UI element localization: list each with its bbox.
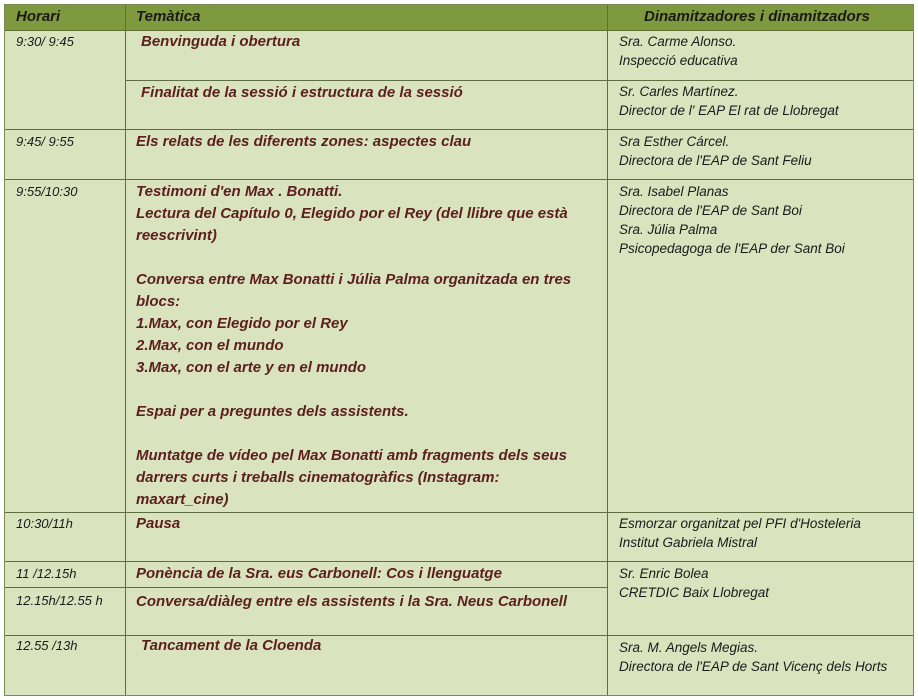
dinamitzador-role: Inspecció educativa <box>619 53 738 68</box>
dinamitzador-name: Esmorzar organitzat pel PFI d'Hosteleria <box>619 516 861 531</box>
theme-line: darrers curts i treballs cinematogràfics (Instagram: <box>136 469 500 486</box>
schedule-table <box>4 4 914 696</box>
dinamitzador-role: Directora de l'EAP de Sant Vicenç dels Horts <box>619 659 888 674</box>
header-tematica: Temàtica <box>136 8 201 25</box>
theme-line: 1.Max, con Elegido por el Rey <box>136 315 348 332</box>
dinamitzador-name: Sra Esther Cárcel. <box>619 134 730 149</box>
theme-cell: Pausa <box>136 515 181 532</box>
table-header <box>5 5 913 31</box>
time-cell: 9:55/10:30 <box>16 184 78 199</box>
theme-line: Muntatge de vídeo pel Max Bonatti amb fragments dels seus <box>136 447 567 464</box>
theme-line: reescrivint) <box>136 227 217 244</box>
theme-cell: Finalitat de la sessió i estructura de la sessió <box>141 84 463 101</box>
dinamitzador-role: Directora de l'EAP de Sant Feliu <box>619 153 812 168</box>
dinamitzador-name: Sra. Carme Alonso. <box>619 34 737 49</box>
theme-line: Espai per a preguntes dels assistents. <box>136 403 409 420</box>
theme-line: Conversa entre Max Bonatti i Júlia Palma organitzada en tres <box>136 271 572 288</box>
time-cell: 11 /12.15h <box>16 566 77 581</box>
dinamitzador-name: Sra. Isabel Planas <box>619 184 729 199</box>
dinamitzador-role: Director de l' EAP El rat de Llobregat <box>619 103 839 118</box>
row-divider <box>5 129 913 130</box>
theme-line: 3.Max, con el arte y en el mundo <box>136 359 367 376</box>
theme-line: Lectura del Capítulo 0, Elegido por el Rey (del llibre que està <box>136 205 568 222</box>
time-cell: 9:45/ 9:55 <box>16 134 74 149</box>
row-divider <box>5 587 607 588</box>
dinamitzador-name: Sr. Carles Martínez. <box>619 84 739 99</box>
theme-line: 2.Max, con el mundo <box>136 337 284 354</box>
theme-cell: Conversa/diàleg entre els assistents i la Sra. Neus Carbonell <box>136 593 568 610</box>
theme-line: Testimoni d'en Max . Bonatti. <box>136 183 343 200</box>
dinamitzador-role: CRETDIC Baix Llobregat <box>619 585 770 600</box>
row-divider <box>5 561 913 562</box>
theme-line: blocs: <box>136 293 181 310</box>
time-cell: 12.55 /13h <box>16 638 78 653</box>
dinamitzador-name: Sra. Júlia Palma <box>619 222 718 237</box>
header-horari: Horari <box>16 8 61 25</box>
time-cell: 12.15h/12.55 h <box>16 593 103 608</box>
col-divider-2 <box>607 5 608 695</box>
theme-cell: Benvinguda i obertura <box>141 33 301 50</box>
row-divider <box>5 179 913 180</box>
dinamitzador-role: Directora de l'EAP de Sant Boi <box>619 203 802 218</box>
theme-cell: Els relats de les diferents zones: aspectes clau <box>136 133 472 150</box>
theme-cell: Ponència de la Sra. eus Carbonell: Cos i llenguatge <box>136 565 502 582</box>
dinamitzador-name: Sr. Enric Bolea <box>619 566 709 581</box>
dinamitzador-role: Psicopedagoga de l'EAP der Sant Boi <box>619 241 845 256</box>
theme-cell: Tancament de la Cloenda <box>141 637 322 654</box>
col-divider-1 <box>125 5 126 695</box>
row-divider <box>125 80 913 81</box>
dinamitzador-role: Institut Gabriela Mistral <box>619 535 758 550</box>
time-cell: 9:30/ 9:45 <box>16 34 74 49</box>
theme-line: maxart_cine) <box>136 491 229 508</box>
dinamitzador-name: Sra. M. Angels Megias. <box>619 640 759 655</box>
time-cell: 10:30/11h <box>16 516 73 531</box>
header-dinamitzadors: Dinamitzadores i dinamitzadors <box>644 8 870 25</box>
